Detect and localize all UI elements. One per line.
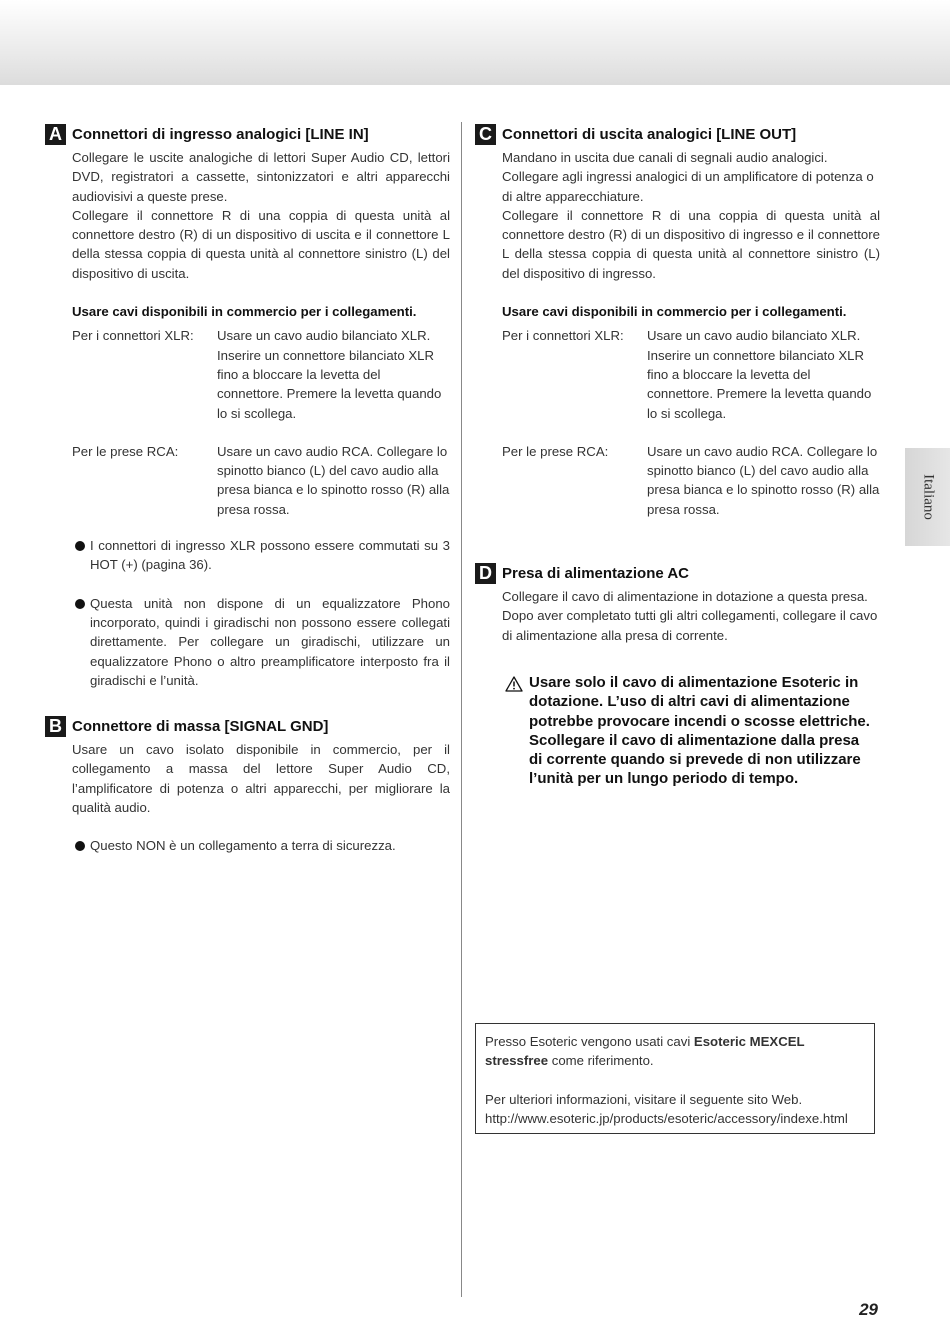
section-letter-a: A: [45, 124, 66, 145]
language-label: Italiano: [920, 474, 936, 520]
section-b-bullet-1: [72, 836, 450, 855]
column-divider: [461, 122, 462, 1297]
section-c-heading: [479, 124, 880, 148]
rca-text: Usare un cavo audio RCA. Collegare lo spinotto bianco (L) del cavo audio alla presa bianca e lo spinotto rosso (R) alla presa rossa.: [217, 443, 450, 517]
bullet-dot-icon: [75, 541, 85, 551]
section-a-para1: Collegare le uscite analogiche di lettori Super Audio CD, lettori DVD, registratori a cassette, sintonizzatori e altri apparecchi audiovisivi a queste prese.: [72, 150, 450, 204]
warning-triangle-icon: [505, 676, 523, 692]
section-a-rca-row: [72, 442, 450, 519]
section-letter-c: C: [475, 124, 496, 145]
bullet-dot-icon: [75, 841, 85, 851]
info-cable-brand: Esoteric MEXCEL stressfree: [485, 1034, 805, 1069]
section-c: [479, 124, 880, 519]
info-line-1-suffix: come riferimento.: [548, 1053, 654, 1069]
bullet-dot-icon: [75, 599, 85, 609]
language-side-tab: [905, 448, 950, 546]
cable-info-box: [475, 1023, 875, 1134]
xlr-text: Usare un cavo audio bilanciato XLR. Inserire un connettore bilanciato XLR fino a bloccare la levetta del connettore. Premere la levetta quando lo si scollega.: [647, 328, 872, 421]
section-d-title: Presa di alimentazione AC: [502, 565, 690, 582]
section-c-cables-heading: Usare cavi disponibili in commercio per i collegamenti.: [502, 304, 847, 320]
xlr-text: Usare un cavo audio bilanciato XLR. Inserire un connettore bilanciato XLR fino a bloccare la levetta del connettore. Premere la levetta quando lo si scollega.: [217, 328, 442, 421]
rca-label: Per le prese RCA:: [502, 443, 609, 459]
section-a: [49, 124, 450, 690]
section-c-para1: Mandano in uscita due canali di segnali audio analogici.: [502, 150, 828, 165]
section-a-para2: Collegare il connettore R di una coppia di questa unità al connettore destro (R) di un dispositivo di uscita e il connettore L della stessa coppia di questa unità al connettore sinistro (L) del dispositivo di uscita.: [72, 207, 450, 281]
page-number: 29: [859, 1300, 878, 1319]
warning-text: Usare solo il cavo di alimentazione Esoteric in dotazione. L’uso di altri cavi di alimentazione potrebbe provocare incendi o scosse elettriche. Scollegare il cavo di alimentazione dalla presa di corrente quando si prevede di non utilizzare l’unità per un lungo periodo di tempo.: [529, 674, 870, 788]
section-d-para1: Collegare il cavo di alimentazione in dotazione a questa presa.: [502, 589, 868, 604]
section-a-heading: [49, 124, 450, 148]
section-a-xlr-row: [72, 326, 450, 422]
info-line-1-prefix: Presso Esoteric vengono usati cavi: [485, 1034, 694, 1049]
section-b-para1: Usare un cavo isolato disponibile in commercio, per il collegamento a massa del lettore Super Audio CD, l’amplificatore di potenza o altri apparecchi, per migliorare la qualità audio.: [72, 742, 450, 815]
xlr-label: Per i connettori XLR:: [72, 328, 194, 344]
section-a-bullet-1: [72, 536, 450, 575]
section-c-xlr-row: [502, 326, 880, 422]
section-letter-b: B: [45, 716, 66, 737]
section-c-para3: Collegare il connettore R di una coppia di questa unità al connettore destro (R) di un dispositivo di ingresso e il connettore L della stessa coppia di questa unità al connettore sinistro (L) del dispositivo di ingresso.: [502, 207, 880, 281]
header-band: [0, 0, 950, 85]
info-line-2: Per ulteriori informazioni, visitare il seguente sito Web.: [485, 1091, 803, 1107]
section-b-title: Connettore di massa [SIGNAL GND]: [72, 718, 329, 735]
info-line-1: [485, 1032, 866, 1071]
section-c-title: Connettori di uscita analogici [LINE OUT]: [502, 126, 797, 143]
info-url[interactable]: http://www.esoteric.jp/products/esoteric/accessory/indexe.html: [485, 1110, 848, 1126]
section-d: [479, 563, 880, 645]
section-b-heading: [49, 716, 450, 740]
bullet-text: I connettori di ingresso XLR possono essere commutati su 3 HOT (+) (pagina 36).: [90, 538, 450, 573]
power-cord-warning: [505, 673, 875, 789]
section-d-para2: Dopo aver completato tutti gli altri collegamenti, collegare il cavo di alimentazione alla presa di corrente.: [502, 608, 878, 643]
section-d-heading: [479, 563, 880, 587]
section-a-bullet-2: [72, 594, 450, 690]
section-c-rca-row: [502, 442, 880, 519]
section-letter-d: D: [475, 563, 496, 584]
bullet-text: Questo NON è un collegamento a terra di sicurezza.: [90, 838, 396, 854]
section-a-title: Connettori di ingresso analogici [LINE IN]: [72, 126, 369, 143]
bullet-text: Questa unità non dispone di un equalizzatore Phono incorporato, quindi i giradischi non possono essere collegati direttamente. Per collegare un giradischi, utilizzare un equalizzatore Phono o altro preamplificatore interposto fra il giradischi e l’unità.: [90, 595, 450, 688]
section-b: [49, 716, 450, 855]
xlr-label: Per i connettori XLR:: [502, 328, 624, 344]
section-c-para2: Collegare agli ingressi analogici di un amplificatore di potenza o di altre apparecchiature.: [502, 169, 874, 204]
rca-text: Usare un cavo audio RCA. Collegare lo spinotto bianco (L) del cavo audio alla presa bianca e lo spinotto rosso (R) alla presa rossa.: [647, 443, 880, 517]
rca-label: Per le prese RCA:: [72, 443, 179, 459]
section-a-cables-heading: Usare cavi disponibili in commercio per i collegamenti.: [72, 304, 417, 320]
